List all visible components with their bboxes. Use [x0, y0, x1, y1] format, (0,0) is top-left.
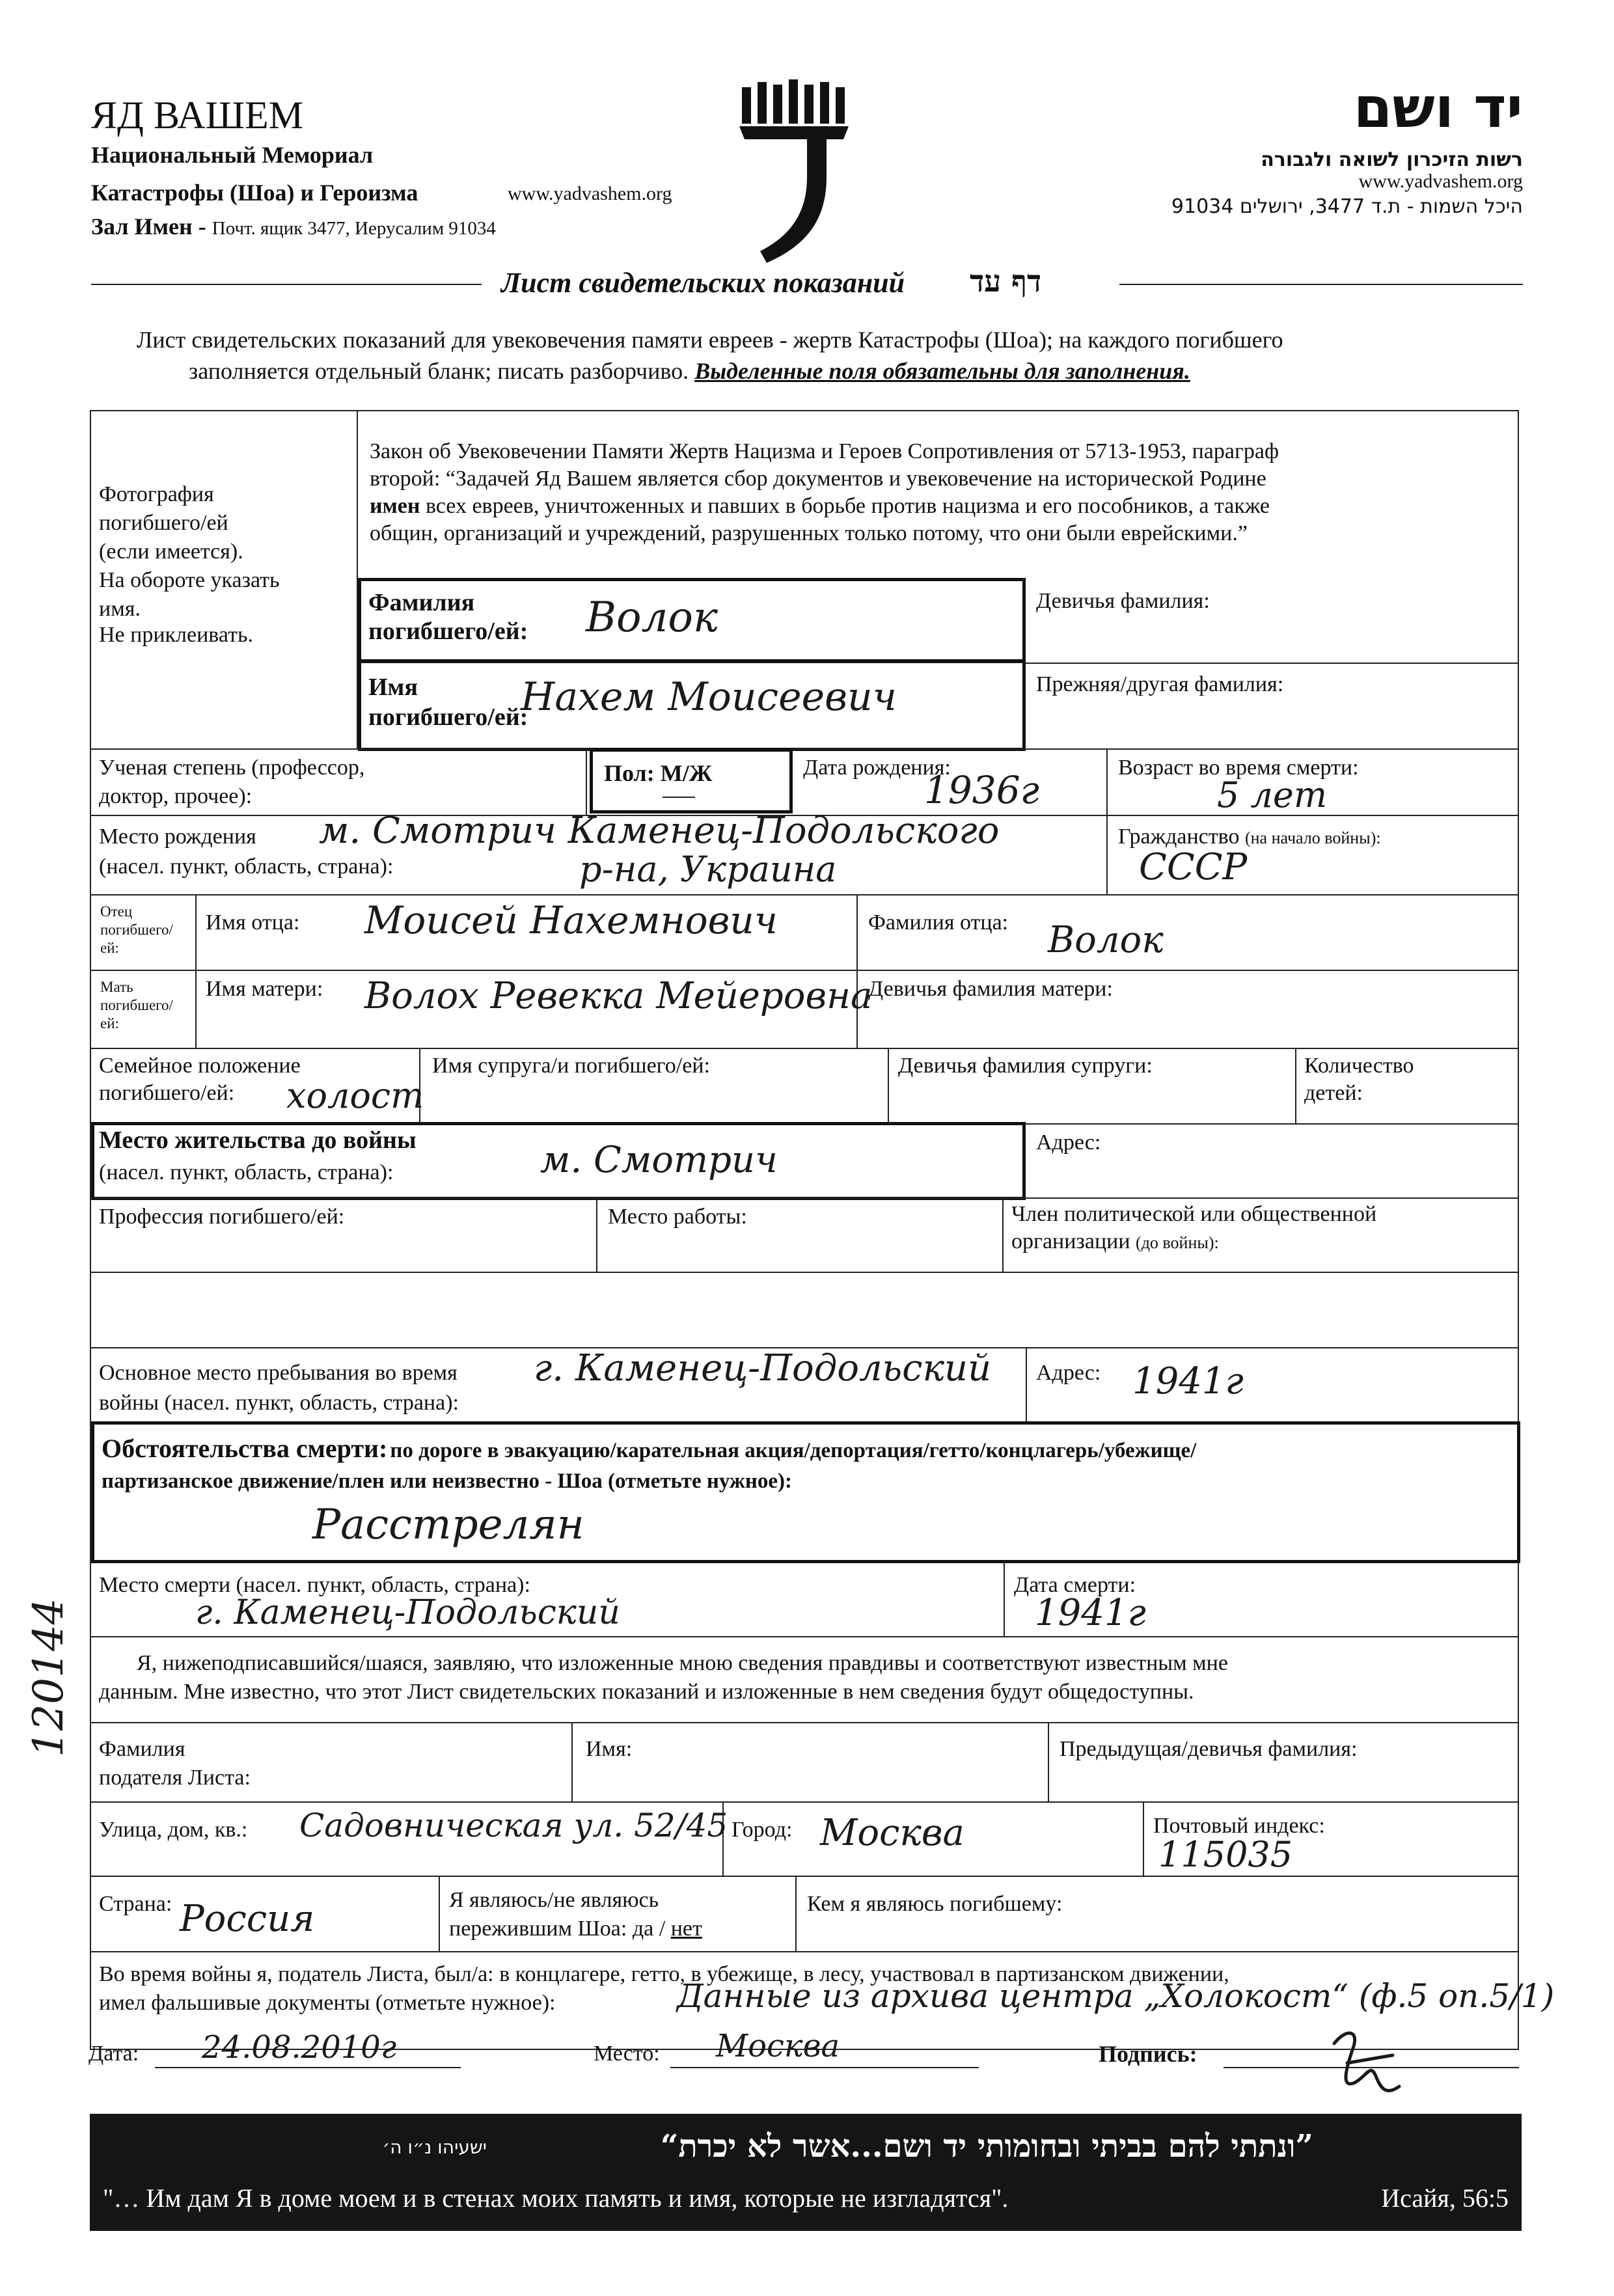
sex-label: Пол: М/Ж — [604, 760, 713, 786]
law-line-4: общин, организаций и учреждений, разрушенных только потому, что они были еврейскими.” — [370, 521, 1248, 545]
quote-he: ”ונתתי להם בביתי ובחומותי יד ושם...אשר לא יכרת“ — [660, 2128, 1313, 2165]
citizenship-label: Гражданство — [1118, 825, 1240, 849]
submitter-surname-label-2: подателя Листа: — [99, 1766, 251, 1790]
workplace-label: Место работы: — [608, 1205, 747, 1229]
website-left: www.yadvashem.org — [508, 183, 672, 204]
victim-surname-label-1: Фамилия — [368, 589, 475, 616]
death-date-divider — [1004, 1562, 1005, 1637]
title-rule-left — [91, 284, 482, 285]
degree-label-1: Ученая степень (профессор, — [99, 756, 365, 780]
title-rule-right — [1119, 284, 1523, 285]
quote-source-ru: Исайя, 56:5 — [1381, 2183, 1509, 2213]
father-surname-label: Фамилия отца: — [868, 910, 1009, 935]
address-row-bottom-rule — [90, 1876, 1519, 1877]
address-he: היכל השמות - ת.ד 3477, ירושלים 91034 — [1171, 195, 1523, 218]
sign-place-value[interactable]: Москва — [716, 2028, 840, 2064]
sign-place-label: Место: — [594, 2042, 660, 2066]
father-name-label: Имя отца: — [206, 910, 300, 935]
victim-maiden-label: Девичья фамилия: — [1036, 589, 1210, 613]
photo-text-6: Не приклеивать. — [99, 623, 253, 647]
children-label-1: Количество — [1304, 1054, 1414, 1078]
org-title-he: יד ושם — [1353, 75, 1523, 141]
death-circumstances-value[interactable]: Расстрелян — [312, 1501, 584, 1549]
intro-line-2 — [189, 357, 1190, 385]
degree-label-2: доктор, прочее): — [99, 784, 253, 808]
marital-status-value[interactable]: холост — [286, 1075, 424, 1116]
survivor-no-underlined[interactable]: нет — [670, 1917, 702, 1941]
membership-divider — [1002, 1197, 1004, 1273]
country-value[interactable]: Россия — [180, 1898, 315, 1940]
birth-date-label: Дата рождения: — [803, 756, 951, 780]
father-name-divider — [856, 894, 858, 971]
org-title-ru: ЯД ВАШЕМ — [91, 94, 304, 137]
memorial-line-1: Национальный Мемориал — [91, 142, 374, 168]
quote-banner — [90, 2114, 1522, 2231]
citizenship-value[interactable]: СССР — [1139, 846, 1248, 888]
maiden-row-rule — [1026, 663, 1519, 664]
victim-surname-label-2: погибшего/ей: — [368, 618, 528, 645]
city-label: Город: — [732, 1818, 793, 1842]
residence-row-bottom-rule — [90, 1197, 1519, 1199]
citizenship-divider — [1106, 815, 1108, 894]
mother-name-label: Имя матери: — [206, 977, 323, 1001]
marital-status-label-1: Семейное положение — [99, 1054, 301, 1078]
law-line-1: Закон об Увековечении Памяти Жертв Нацизма и Героев Сопротивления от 5713-1953, параграф — [370, 439, 1279, 463]
wartime-label-2: войны (насел. пункт, область, страна): — [99, 1391, 459, 1415]
victim-name-label-2: погибшего/ей: — [368, 704, 528, 731]
country-label: Страна: — [99, 1892, 172, 1916]
membership-label-2-line — [1011, 1229, 1219, 1256]
father-side-2: погибшего/ — [100, 922, 173, 938]
relation-divider — [795, 1876, 797, 1952]
photo-text-5: имя. — [99, 597, 141, 621]
spouse-name-label: Имя супруга/и погибшего/ей: — [432, 1054, 710, 1078]
submitter-name-row-bottom-rule — [90, 1801, 1519, 1803]
children-label-2: детей: — [1304, 1081, 1363, 1105]
membership-note: (до войны): — [1136, 1233, 1219, 1252]
photo-text-4: На обороте указать — [99, 568, 280, 592]
age-value[interactable]: 5 лет — [1217, 774, 1328, 815]
postal-divider — [1143, 1801, 1144, 1877]
law-line-2: второй: “Задачей Яд Вашем является сбор документов и увековечение на исторической Родине — [370, 467, 1266, 491]
photo-text-1: Фотография — [99, 482, 214, 506]
form-title-he: דף עד — [970, 264, 1042, 299]
spouse-maiden-divider — [888, 1048, 889, 1125]
website-right: www.yadvashem.org — [1358, 171, 1523, 192]
declaration-bottom-rule — [90, 1722, 1519, 1723]
death-row-bottom-rule — [90, 1636, 1519, 1637]
mother-side-1: Мать — [100, 979, 133, 995]
profession-label: Профессия погибшего/ей: — [99, 1205, 345, 1229]
sex-male-mark — [663, 797, 695, 798]
postal-value[interactable]: 115035 — [1158, 1834, 1293, 1875]
age-label: Возраст во время смерти: — [1118, 756, 1359, 780]
signature-scribble — [1321, 2024, 1412, 2109]
hall-of-names: Зал Имен - — [91, 213, 206, 239]
street-label: Улица, дом, кв.: — [99, 1818, 248, 1842]
submitter-wartime-value[interactable]: Данные из архива центра „Холокост“ (ф.5 оп.5/1) — [677, 1977, 1555, 2015]
victim-name-label-1: Имя — [368, 674, 418, 701]
mother-name-value[interactable]: Волох Ревекка Мейеровна — [364, 975, 873, 1017]
sign-date-value[interactable]: 24.08.2010г — [202, 2029, 397, 2066]
father-side-1: Отец — [100, 903, 133, 920]
sign-date-label: Дата: — [89, 2042, 139, 2066]
submitter-prev-divider — [1048, 1722, 1049, 1803]
submitter-name-label: Имя: — [586, 1737, 633, 1761]
submitter-prev-surname-label: Предыдущая/девичья фамилия: — [1060, 1737, 1358, 1761]
wartime-place-value[interactable]: г. Каменец-Подольский — [534, 1347, 992, 1389]
country-row-bottom-rule — [90, 1951, 1519, 1952]
wartime-address-label: Адрес: — [1036, 1361, 1101, 1385]
father-surname-value[interactable]: Волок — [1048, 919, 1164, 961]
quote-ru: "… Им дам Я в доме моем и в стенах моих память и имя, которые не изгладятся". — [103, 2183, 1009, 2213]
authority-he: רשות הזיכרון לשואה ולגבורה — [1261, 148, 1523, 171]
relation-label: Кем я являюсь погибшему: — [807, 1892, 1063, 1916]
children-divider — [1295, 1048, 1296, 1125]
wartime-label-1: Основное место пребывания во время — [99, 1361, 458, 1385]
submitter-wartime-line-1: Во время войны я, податель Листа, был/а: в концлагере, гетто, в убежище, в лесу, участвовал в партизанском движении, — [99, 1962, 1229, 1986]
birth-date-value[interactable]: 1936г — [924, 768, 1039, 812]
survivor-label-1: Я являюсь/не являюсь — [449, 1888, 659, 1912]
father-side-divider — [195, 894, 197, 1048]
header — [0, 0, 1614, 299]
sign-place-line — [670, 2067, 979, 2068]
law-line-3 — [370, 493, 1270, 519]
birthplace-label-1: Место рождения — [99, 825, 256, 849]
law-line-3-rest: всех евреев, уничтоженных и павших в борьбе против нацизма и его пособников, а также — [420, 494, 1270, 518]
death-date-value[interactable]: 1941г — [1035, 1592, 1146, 1634]
membership-label-1: Член политической или общественной — [1011, 1202, 1377, 1226]
death-date-label: Дата смерти: — [1014, 1573, 1136, 1597]
street-value[interactable]: Садовническая ул. 52/45 — [299, 1807, 728, 1844]
photo-text-2: погибшего/ей — [99, 511, 228, 535]
submitter-wartime-line-2: имел фальшивые документы (отметьте нужное): — [99, 1991, 556, 2015]
photo-text-3: (если имеется). — [99, 540, 243, 564]
mother-row-bottom-rule — [90, 1048, 1519, 1049]
submitter-name-divider — [571, 1722, 573, 1803]
victim-other-surname-label: Прежняя/другая фамилия: — [1036, 672, 1284, 696]
birthplace-row-bottom-rule — [90, 894, 1519, 895]
sign-date-line — [155, 2067, 461, 2068]
declaration-line-1: Я, нижеподписавшийся/шаяся, заявляю, что изложенные мною сведения правдивы и соответствуют известным мне — [137, 1651, 1228, 1675]
marital-status-label-2: погибшего/ей: — [99, 1081, 235, 1105]
intro-line-2-text: заполняется отдельный бланк; писать разборчиво. — [189, 358, 689, 384]
death-circumstances-line-1 — [102, 1434, 1196, 1469]
death-circumstances-title: Обстоятельства смерти: — [102, 1434, 388, 1463]
birthplace-label-2: (насел. пункт, область, страна): — [99, 854, 394, 879]
archive-number: 120144 — [25, 1598, 73, 1757]
residence-label-1: Место жительства до войны — [99, 1127, 417, 1154]
membership-label-2: организации — [1011, 1229, 1130, 1253]
address-line-ru — [91, 212, 496, 243]
survivor-label-2: пережившим Шоа: да / — [449, 1917, 666, 1941]
wartime-address-value[interactable]: 1941г — [1132, 1360, 1244, 1402]
intro-mandatory-note: Выделенные поля обязательны для заполнения. — [694, 358, 1190, 384]
signature-label: Подпись: — [1099, 2041, 1197, 2067]
memorial-line-2: Катастрофы (Шоа) и Героизма — [91, 180, 418, 206]
citizenship-note: (на начало войны): — [1244, 828, 1381, 847]
father-side-3: ей: — [100, 940, 119, 956]
birthplace-value-1[interactable]: м. Смотрич Каменец-Подольского — [319, 810, 1000, 852]
intro-line-1: Лист свидетельских показаний для увековечения памяти евреев - жертв Катастрофы (Шоа); на каждого погибшего — [137, 327, 1283, 353]
residence-label-2: (насел. пункт, область, страна): — [99, 1160, 394, 1184]
father-name-value[interactable]: Моисей Нахемнович — [364, 898, 778, 942]
postal-label: Почтовый индекс: — [1153, 1814, 1325, 1838]
death-place-value[interactable]: г. Каменец-Подольский — [195, 1593, 620, 1632]
city-value[interactable]: Москва — [820, 1812, 964, 1854]
submitter-surname-label-1: Фамилия — [99, 1737, 185, 1761]
residence-address-label: Адрес: — [1036, 1130, 1101, 1155]
birthplace-value-2[interactable]: р-на, Украина — [579, 849, 837, 890]
name-row-bottom-rule — [90, 748, 1519, 750]
quote-source-he: ישעיהו נ״ו ה׳ — [382, 2137, 487, 2158]
wartime-address-divider — [1026, 1347, 1027, 1423]
mother-maiden-label: Девичья фамилия матери: — [868, 977, 1113, 1001]
death-circumstances-options-2: партизанское движение/плен или неизвестно - Шоа (отметьте нужное): — [102, 1469, 792, 1493]
degree-divider — [586, 748, 587, 816]
mother-side-2: погибшего/ — [100, 997, 173, 1013]
profession-row-bottom-rule — [90, 1272, 1519, 1273]
survivor-divider — [439, 1876, 440, 1952]
survivor-label-2-line — [449, 1916, 702, 1942]
residence-value[interactable]: м. Смотрич — [540, 1139, 778, 1181]
yad-vashem-logo — [729, 79, 859, 268]
law-names-bold: имен — [370, 494, 420, 518]
death-circumstances-options-1: по дороге в эвакуацию/карательная акция/депортация/гетто/концлагерь/убежище/ — [390, 1439, 1197, 1462]
victim-name-value[interactable]: Нахем Моисеевич — [521, 674, 897, 720]
father-row-bottom-rule — [90, 970, 1519, 971]
declaration-line-2: данным. Мне известно, что этот Лист свидетельских показаний и изложенные в нем сведения будут общедоступны. — [99, 1680, 1194, 1704]
death-place-label: Место смерти (насел. пункт, область, страна): — [99, 1573, 530, 1597]
spouse-maiden-label: Девичья фамилия супруги: — [898, 1054, 1153, 1078]
form-title-ru: Лист свидетельских показаний — [501, 267, 905, 299]
postal-address-ru: Почт. ящик 3477, Иерусалим 91034 — [212, 218, 496, 239]
victim-surname-value[interactable]: Волок — [586, 594, 718, 642]
birth-date-divider — [1106, 748, 1108, 816]
mother-side-3: ей: — [100, 1015, 119, 1032]
workplace-divider — [596, 1197, 597, 1273]
